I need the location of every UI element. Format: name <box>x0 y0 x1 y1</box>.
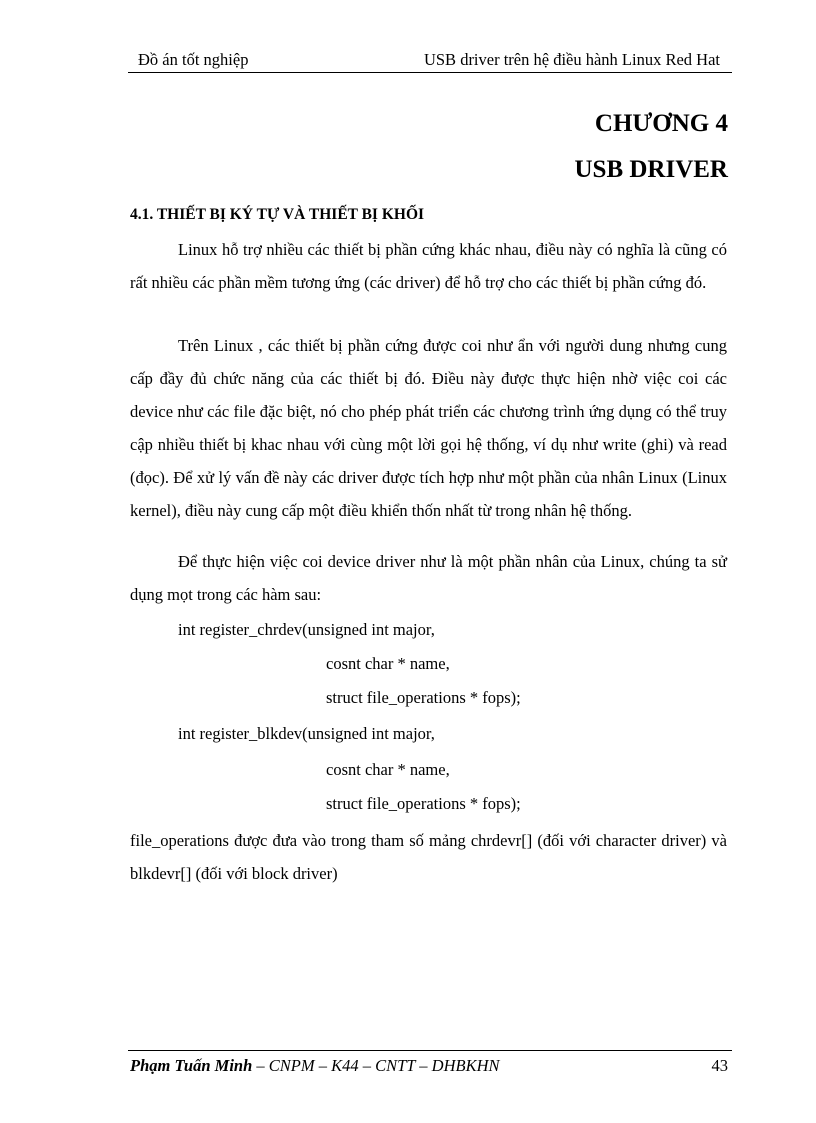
header-right-text: USB driver trên hệ điều hành Linux Red Hat <box>423 50 720 69</box>
footer-author <box>130 1056 500 1076</box>
code-line-3: struct file_operations * fops); <box>326 688 521 707</box>
paragraph-2-text: Trên Linux , các thiết bị phần cứng được coi như ẩn với người dung nhưng cung cấp đầy đủ chức năng của các thiết bị đó. Điều này được thực hiện nhờ việc coi các device như các file đặc biệt, nó cho phép phát triển các chương trình ứng dụng có thể truy cập nhiều thiết bị khac nhau với cùng một lời gọi hệ thống, ví dụ như write (ghi) và read (đọc). Để xử lý vấn đề này các driver được tích hợp như một phần của nhân Linux (Linux kernel), điều này cung cấp một điều khiển thốn nhất từ trong nhân hệ thống. <box>130 336 727 520</box>
closing-paragraph: file_operations được đưa vào trong tham số mảng chrdevr[] (đối với character driver) và blkdevr[] (đối với block driver) <box>130 831 727 883</box>
footer-affiliation: – CNPM – K44 – CNTT – DHBKHN <box>252 1056 500 1075</box>
code-line-1: int register_chrdev(unsigned int major, <box>178 620 435 639</box>
code-line-5: cosnt char * name, <box>326 760 450 779</box>
page-header <box>128 48 732 73</box>
chapter-number: CHƯƠNG 4 <box>594 110 728 137</box>
paragraph-2 <box>130 329 727 527</box>
code-line-6: struct file_operations * fops); <box>326 794 521 813</box>
chapter-title: USB DRIVER <box>574 156 728 183</box>
page-number: 43 <box>711 1056 728 1075</box>
paragraph-3 <box>130 545 727 611</box>
paragraph-1 <box>130 233 727 299</box>
paragraph-3-text: Để thực hiện việc coi device driver như là một phần nhân của Linux, chúng ta sử dụng mọt trong các hàm sau: <box>130 552 727 604</box>
code-line-2: cosnt char * name, <box>326 654 450 673</box>
code-line-4: int register_blkdev(unsigned int major, <box>178 724 435 743</box>
paragraph-1-text: Linux hỗ trợ nhiều các thiết bị phần cứng khác nhau, điều này có nghĩa là cũng có rất nhiều các phần mềm tương ứng (các driver) để hỗ trợ cho các thiết bị phần cứng đó. <box>130 240 727 292</box>
section-heading: 4.1. THIẾT BỊ KÝ TỰ VÀ THIẾT BỊ KHỐI <box>130 206 425 223</box>
header-left-text: Đồ án tốt nghiệp <box>138 50 249 69</box>
footer-divider <box>128 1050 732 1051</box>
footer-author-name: Phạm Tuấn Minh <box>130 1056 253 1075</box>
